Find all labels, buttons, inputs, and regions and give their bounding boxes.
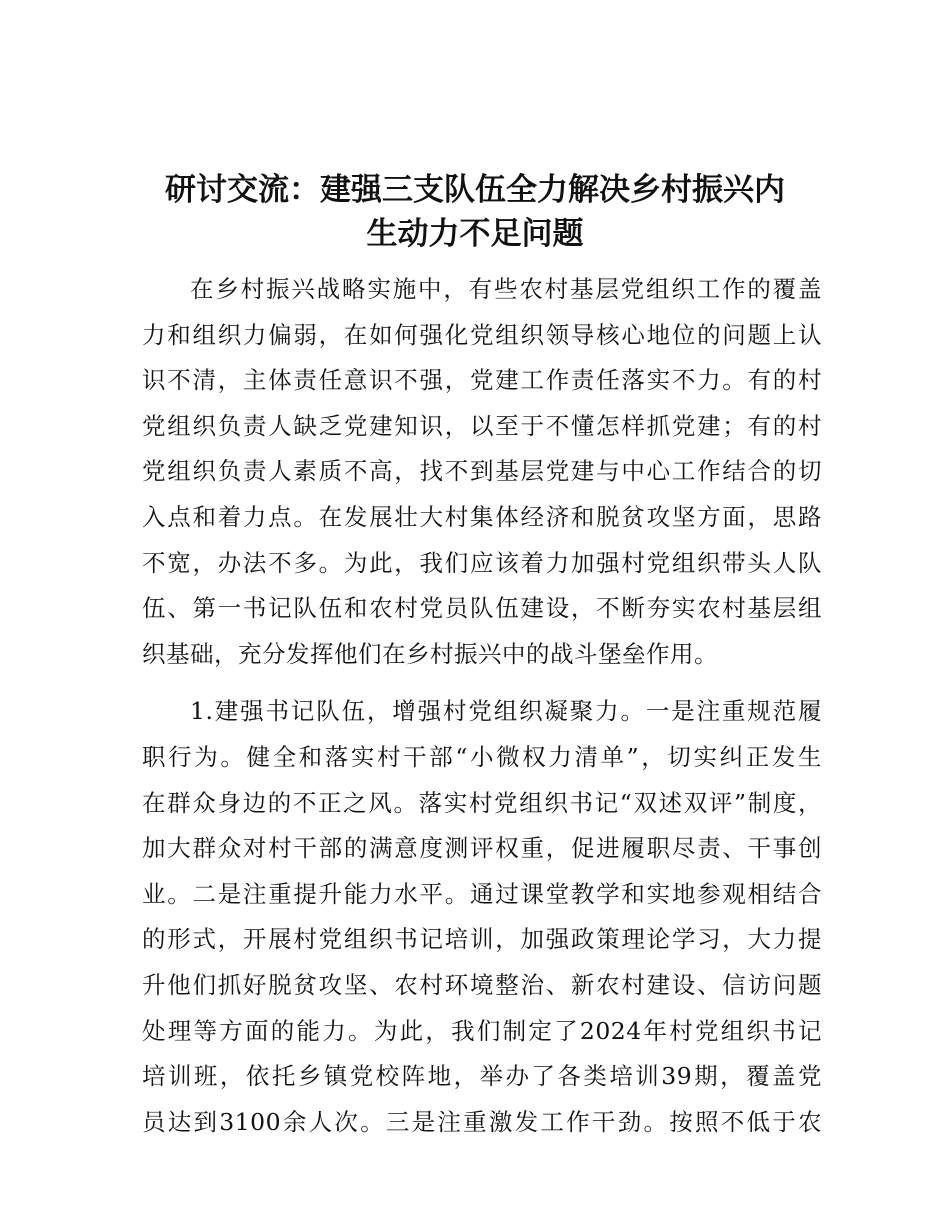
title-line-2: 生动力不足问题 [366, 216, 584, 252]
text-line: 不宽，办法不多。为此，我们应该着力加强村党组织带头人队 [142, 548, 822, 577]
text-line: 在乡村振兴战略实施中，有些农村基层党组织工作的覆盖 [190, 275, 822, 303]
text-line: 入点和着力点。在发展壮大村集体经济和脱贫攻坚方面，思路 [142, 502, 822, 531]
document-body [142, 267, 822, 1145]
text-line: 加大群众对村干部的满意度测评权重，促进履职尽责、干事创 [142, 834, 822, 863]
text-line: 的形式，开展村党组织书记培训，加强政策理论学习，大力提 [142, 925, 822, 954]
text-line: 在群众身边的不正之风。落实村党组织书记“双述双评”制度， [142, 788, 822, 817]
text-line: 升他们抓好脱贫攻坚、农村环境整治、新农村建设、信访问题 [142, 970, 822, 999]
text-line: 员达到3100余人次。三是注重激发工作干劲。按照不低于农 [142, 1107, 822, 1136]
text-line: 培训班，依托乡镇党校阵地，举办了各类培训39期，覆盖党 [142, 1062, 822, 1091]
text-line: 职行为。健全和落实村干部“小微权力清单”，切实纠正发生 [142, 742, 822, 771]
text-line: 1.建强书记队伍，增强村党组织凝聚力。一是注重规范履 [190, 697, 822, 726]
paragraph-intro [142, 267, 822, 677]
text-line: 党组织负责人缺乏党建知识，以至于不懂怎样抓党建；有的村 [142, 411, 822, 440]
text-line: 识不清，主体责任意识不强，党建工作责任落实不力。有的村 [142, 366, 822, 395]
text-line: 业。二是注重提升能力水平。通过课堂教学和实地参观相结合 [142, 879, 822, 908]
paragraph-section-1 [142, 689, 822, 1145]
text-line: 织基础，充分发挥他们在乡村振兴中的战斗堡垒作用。 [142, 639, 718, 668]
document-title [120, 168, 830, 256]
text-line: 伍、第一书记队伍和农村党员队伍建设，不断夯实农村基层组 [142, 594, 822, 623]
paragraph-spacer [142, 677, 822, 689]
text-line: 力和组织力偏弱，在如何强化党组织领导核心地位的问题上认 [142, 320, 822, 349]
text-line: 党组织负责人素质不高，找不到基层党建与中心工作结合的切 [142, 457, 822, 486]
text-line: 处理等方面的能力。为此，我们制定了2024年村党组织书记 [142, 1016, 822, 1045]
title-line-1: 研讨交流：建强三支队伍全力解决乡村振兴内 [165, 172, 785, 208]
